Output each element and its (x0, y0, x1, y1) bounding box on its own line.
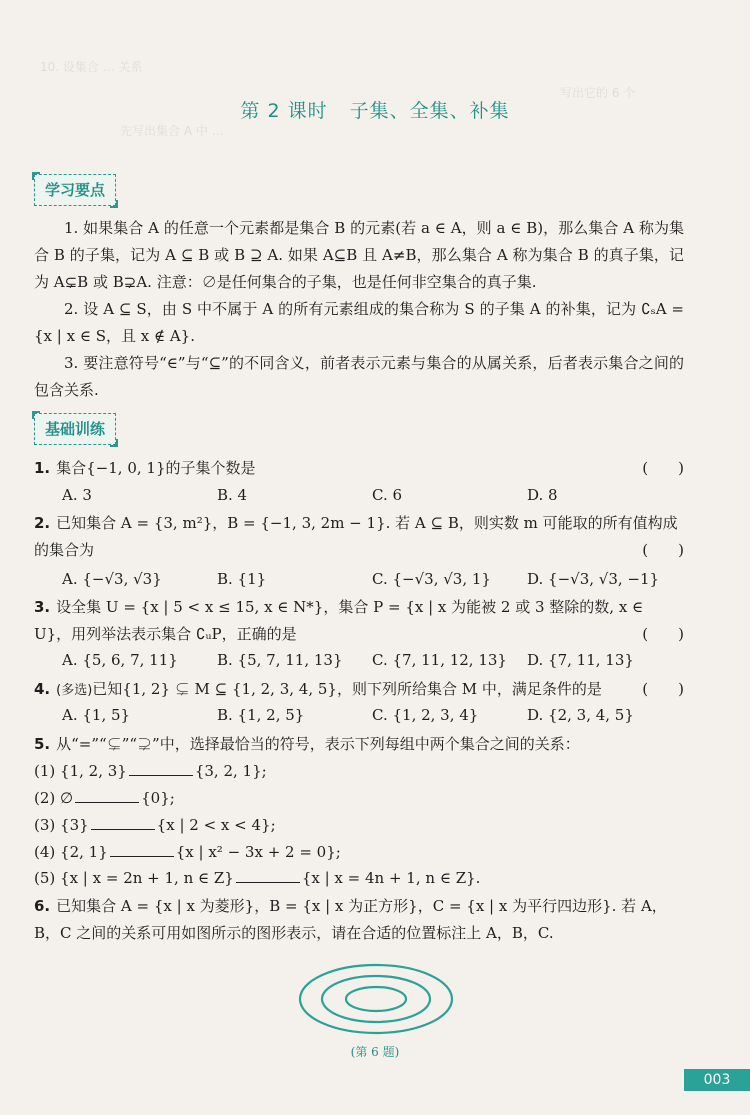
question-3-options (62, 648, 682, 672)
answer-blank[interactable] (75, 786, 139, 803)
answer-blank[interactable] (110, 840, 174, 857)
question-number: 1. (34, 459, 51, 477)
question-1 (34, 455, 684, 482)
sub-right-set: {0}; (141, 789, 175, 807)
answer-paren: ( ) (642, 680, 684, 698)
question-number: 5. (34, 735, 51, 753)
answer-paren: ( ) (642, 625, 684, 643)
sub-label: (4) (34, 843, 56, 861)
study-point-1: 1. 如果集合 A 的任意一个元素都是集合 B 的元素(若 a ∈ A，则 a ∈ B)，那么集合 A 称为集合 B 的子集，记为 A ⊆ B 或 B ⊇ A. 如果 A⊆B 且 A≠B，那么集合 A 称为集合 B 的真子集，记为 A⊊B 或 B⊋A. 注意：∅是任何集合的子集，也是任何非空集合的真子集. (34, 219, 684, 291)
answer-paren: ( ) (642, 459, 684, 477)
sub-left-set: {1, 2, 3} (60, 762, 127, 780)
option-d: D. 8 (527, 486, 558, 504)
option-b: B. 4 (217, 486, 248, 504)
study-point-2: 2. 设 A ⊆ S，由 S 中不属于 A 的所有元素组成的集合称为 S 的子集 A 的补集，记为 ∁ₛA = {x | x ∈ S，且 x ∉ A}. (34, 300, 684, 345)
section-basic-training: 基础训练 (34, 413, 116, 445)
question-4-options (62, 703, 682, 727)
option-b: B. {1, 2, 5} (217, 706, 305, 724)
option-b: B. {5, 7, 11, 13} (217, 651, 343, 669)
sub-label: (1) (34, 762, 56, 780)
lesson-topic: 子集、全集、补集 (349, 100, 510, 122)
question-number: 3. (34, 598, 51, 616)
sub-left-set: {3} (60, 816, 89, 834)
question-5 (34, 731, 684, 758)
section-study-points: 学习要点 (34, 174, 116, 206)
bleed-through-text-2: 写出它的 6 个 (560, 86, 636, 100)
question-number: 4. (34, 680, 51, 698)
option-d: D. {2, 3, 4, 5} (527, 706, 634, 724)
sub-left-set: {2, 1} (60, 843, 108, 861)
question-2-options (62, 567, 682, 591)
question-text: 已知{1, 2} ⊊ M ⊆ {1, 2, 3, 4, 5}，则下列所给集合 M 中，满足条件的是 (92, 680, 602, 698)
question-text: 集合{−1, 0, 1}的子集个数是 (56, 459, 256, 477)
study-point-3: 3. 要注意符号“∈”与“⊆”的不同含义，前者表示元素与集合的从属关系，后者表示集合之间的包含关系. (34, 354, 684, 399)
question-text: 已知集合 A = {3, m²}，B = {−1, 3, 2m − 1}. 若 A ⊆ B，则实数 m 可能取的所有值构成的集合为 (34, 514, 678, 559)
question-5-sub-2 (34, 786, 175, 810)
question-1-options (62, 483, 682, 507)
sub-left-set: ∅ (60, 789, 74, 807)
option-a: A. {−√3, √3} (62, 570, 162, 588)
middle-ellipse (322, 976, 430, 1022)
question-6 (34, 893, 684, 947)
question-text: 已知集合 A = {x | x 为菱形}，B = {x | x 为正方形}，C = {x | x 为平行四边形}. 若 A，B，C 之间的关系可用如图所示的图形表示，请在合适的位置标注上 A，B，C. (34, 897, 667, 942)
option-a: A. 3 (62, 486, 92, 504)
nested-ellipses-figure (296, 962, 456, 1036)
option-c: C. {−√3, √3, 1} (372, 570, 491, 588)
multi-select-tag: (多选) (56, 683, 93, 698)
page-number: 003 (684, 1069, 750, 1091)
sub-right-set: {x | 2 < x < 4}; (156, 816, 276, 834)
question-5-sub-1 (34, 759, 267, 783)
option-a: A. {5, 6, 7, 11} (62, 651, 178, 669)
figure-caption: (第 6 题) (350, 1045, 400, 1059)
lesson-title (0, 96, 750, 123)
sub-right-set: {x | x² − 3x + 2 = 0}; (175, 843, 341, 861)
option-d: D. {7, 11, 13} (527, 651, 634, 669)
option-c: C. 6 (372, 486, 403, 504)
bleed-through-text-1: 10. 设集合 … 关系 (40, 60, 143, 74)
lesson-number: 第 2 课时 (240, 100, 328, 122)
sub-right-set: {x | x = 4n + 1, n ∈ Z}. (301, 869, 481, 887)
option-b: B. {1} (217, 570, 267, 588)
question-5-sub-3 (34, 813, 276, 837)
sub-label: (3) (34, 816, 56, 834)
sub-label: (5) (34, 869, 56, 887)
answer-paren: ( ) (642, 541, 684, 559)
sub-label: (2) (34, 789, 56, 807)
bleed-through-text-3: 先写出集合 A 中 … (120, 124, 224, 138)
study-points (34, 215, 684, 404)
question-4 (34, 676, 684, 704)
answer-blank[interactable] (236, 866, 300, 883)
answer-blank[interactable] (91, 813, 155, 830)
question-3 (34, 594, 684, 648)
question-number: 6. (34, 897, 51, 915)
option-c: C. {7, 11, 12, 13} (372, 651, 507, 669)
sub-right-set: {3, 2, 1}; (194, 762, 267, 780)
question-2 (34, 510, 684, 564)
question-text: 设全集 U = {x | 5 < x ≤ 15, x ∈ N*}，集合 P = {x | x 为能被 2 或 3 整除的数, x ∈ U}，用列举法表示集合 ∁ᵤP，正确的是 (34, 598, 644, 643)
sub-left-set: {x | x = 2n + 1, n ∈ Z} (60, 869, 234, 887)
option-d: D. {−√3, √3, −1} (527, 570, 660, 588)
inner-ellipse (346, 987, 406, 1011)
question-number: 2. (34, 514, 51, 532)
question-5-sub-5 (34, 866, 480, 890)
option-a: A. {1, 5} (62, 706, 131, 724)
option-c: C. {1, 2, 3, 4} (372, 706, 479, 724)
question-5-sub-4 (34, 840, 341, 864)
answer-blank[interactable] (129, 759, 193, 776)
question-text: 从“=”“⊊”“⊋”中，选择最恰当的符号，表示下列每组中两个集合之间的关系： (56, 735, 580, 753)
